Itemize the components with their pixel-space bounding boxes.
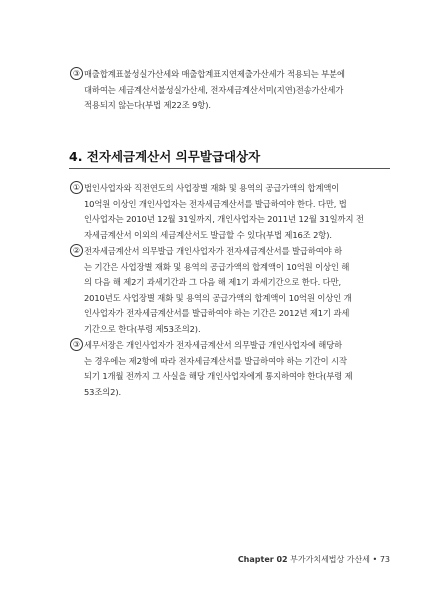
intro-item bbox=[72, 67, 390, 114]
list-item bbox=[72, 181, 390, 243]
paragraph-line: 의 다음 해 제2기 과세기간과 그 다음 해 제1기 과세기간으로 한다. 다만, bbox=[84, 277, 342, 288]
paragraph-line: 는 기간은 사업장별 재화 및 용역의 공급가액의 합계액이 10억원 이상인 해 bbox=[84, 261, 350, 272]
paragraph-line: 적용되지 않는다(부법 제22조 9항). bbox=[84, 100, 211, 111]
section-title: 4. 전자세금계산서 의무발급대상자 bbox=[69, 149, 261, 164]
item-number: ③ bbox=[70, 67, 83, 80]
paragraph-line: 전자세금계산서 의무발급 개인사업자가 전자세금계산서를 발급하여야 하 bbox=[84, 246, 343, 256]
section-divider bbox=[69, 168, 390, 169]
paragraph-line: 기간으로 한다(부령 제53조의2). bbox=[84, 323, 201, 334]
paragraph-line: 53조의2). bbox=[84, 386, 122, 397]
item-number: ① bbox=[70, 181, 83, 194]
paragraph-line: 10억원 이상인 개인사업자는 전자세금계산서를 발급하여야 한다. 다만, 법 bbox=[84, 198, 347, 209]
paragraph-line: 인사업자가 전자세금계산서를 발급하여야 하는 기간은 2012년 제1기 과세 bbox=[84, 308, 350, 319]
paragraph-line: 세무서장은 개인사업자가 전자세금계산서 의무발급 개인사업자에 해당하 bbox=[84, 340, 343, 350]
page-footer bbox=[238, 554, 390, 565]
paragraph-line: 인사업자는 2010년 12월 31일까지, 개인사업자는 2011년 12월 31일까지 전 bbox=[84, 214, 364, 225]
paragraph-line: 2010년도 사업장별 재화 및 용역의 공급가액의 합계액이 10억원 이상인 개 bbox=[84, 292, 352, 303]
paragraph-line: 는 경우에는 제2항에 따라 전자세금계산서를 발급하여야 하는 기간이 시작 bbox=[84, 355, 347, 366]
paragraph-line: 매출합계표불성실가산세와 매출합계표지연제출가산세가 적용되는 부분에 bbox=[84, 69, 345, 79]
paragraph-line: 대하여는 세금계산서불성실가산세, 전자세금계산서미(지연)전송가산세가 bbox=[84, 84, 344, 95]
footer-chapter: Chapter 02 bbox=[237, 555, 288, 564]
paragraph-line: 자세금계산서 이외의 세금계산서도 발급할 수 있다(부법 제16조 2항). bbox=[84, 229, 332, 240]
item-number: ③ bbox=[70, 338, 83, 351]
paragraph-line: 법인사업자와 직전연도의 사업장별 재화 및 용역의 공급가액의 합계액이 bbox=[84, 183, 340, 193]
page-number: 73 bbox=[379, 555, 390, 564]
list-item bbox=[72, 244, 390, 338]
footer-subject: 부가가치세법상 가산세 bbox=[290, 555, 370, 564]
list-item bbox=[72, 338, 390, 400]
item-number: ② bbox=[70, 244, 83, 257]
paragraph-line: 되기 1개월 전까지 그 사실을 해당 개인사업자에게 통지하여야 한다(부령 제 bbox=[84, 371, 353, 382]
footer-separator: • bbox=[372, 555, 378, 564]
